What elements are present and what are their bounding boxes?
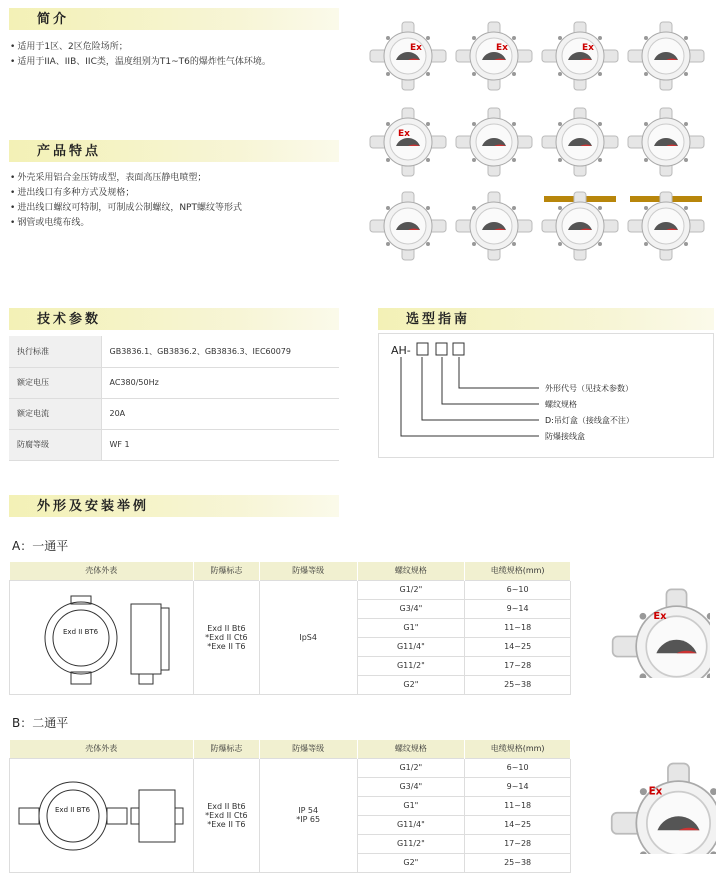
product-photo — [368, 20, 448, 92]
ex-marking-cell — [193, 580, 259, 694]
ex-marking: Exd II Bt6 — [207, 623, 246, 633]
product-photo — [368, 106, 448, 178]
product-photo-b — [576, 744, 706, 858]
protection-grade: IpS4 — [259, 580, 357, 694]
col-header: 壳体外表 — [10, 740, 194, 758]
features-bullet: • 进出线口螺纹可特制，可制成公制螺纹，NPT螺纹等形式 — [10, 201, 242, 216]
ex-marking-cell — [193, 758, 259, 872]
thread-spec: G1/2" — [357, 758, 465, 777]
product-ex-label: Ex — [410, 43, 422, 53]
col-header: 防爆标志 — [193, 740, 259, 758]
product-photo — [626, 190, 706, 262]
protection-grade: *IP 65 — [296, 815, 321, 824]
col-header: 螺纹规格 — [357, 740, 465, 758]
col-header: 电缆规格(mm) — [465, 562, 571, 580]
cable-spec: 9~14 — [465, 599, 571, 618]
intro-banner — [9, 8, 339, 30]
specs-title: 技术参数 — [37, 312, 102, 327]
drawing-label: Exd II BT6 — [63, 628, 99, 636]
intro-title: 简介 — [37, 12, 70, 27]
product-photo-a — [580, 568, 710, 682]
table-row — [9, 367, 339, 398]
features-bullet: • 外壳采用铝合金压铸成型，表面高压静电喷塑； — [10, 171, 242, 186]
spec-value: GB3836.1、GB3836.2、GB3836.3、IEC60079 — [101, 336, 339, 367]
guide-banner — [378, 308, 714, 330]
thread-spec: G1" — [357, 796, 465, 815]
ex-marking: *Exd II Ct6 — [205, 632, 248, 642]
thread-spec: G2" — [357, 853, 465, 872]
features-title: 产品特点 — [37, 144, 102, 159]
ex-marking: Exd II Bt6 — [207, 801, 246, 811]
product-ex-label: Ex — [398, 129, 410, 139]
install-title: 外形及安装举例 — [37, 499, 150, 514]
cable-spec: 9~14 — [465, 777, 571, 796]
table-row — [10, 580, 571, 599]
ex-marking: *Exd II Ct6 — [205, 810, 248, 820]
product-photo — [626, 20, 706, 92]
table-header-row — [10, 740, 571, 758]
col-header: 防爆标志 — [193, 562, 259, 580]
thread-spec: G11/2" — [357, 656, 465, 675]
thread-spec: G11/4" — [357, 637, 465, 656]
intro-bullet: • 适用于1区、2区危险场所； — [10, 40, 271, 55]
selection-guide — [378, 333, 714, 458]
cable-spec: 25~38 — [465, 675, 571, 694]
product-photo — [454, 20, 534, 92]
spec-value: WF 1 — [101, 429, 339, 460]
protection-grade: IP 54 — [298, 806, 319, 815]
table-row — [10, 758, 571, 777]
col-header: 防爆等级 — [259, 740, 357, 758]
specs-table — [9, 336, 339, 461]
spec-key: 防腐等级 — [9, 429, 101, 460]
cable-spec: 6~10 — [465, 758, 571, 777]
spec-value: 20A — [101, 398, 339, 429]
thread-spec: G2" — [357, 675, 465, 694]
thread-spec: G11/2" — [357, 834, 465, 853]
section-a-label: A：一通平 — [12, 539, 69, 553]
cable-spec: 17~28 — [465, 656, 571, 675]
specs-banner — [9, 308, 339, 330]
guide-title: 选型指南 — [406, 312, 471, 327]
features-banner — [9, 140, 339, 162]
protection-grade-cell — [259, 758, 357, 872]
guide-line: D:吊灯盒（接线盒不注） — [545, 416, 634, 425]
guide-code: AH- — [391, 344, 411, 357]
drawing-label: Exd II BT6 — [55, 806, 91, 814]
guide-line: 外形代号（见技术参数） — [545, 384, 633, 393]
features-bullets — [10, 171, 242, 231]
thread-spec: G1/2" — [357, 580, 465, 599]
guide-line: 防爆接线盒 — [545, 432, 585, 441]
product-photo — [540, 190, 620, 262]
features-bullet: • 进出线口有多种方式及规格； — [10, 186, 242, 201]
thread-spec: G3/4" — [357, 777, 465, 796]
product-ex-label: Ex — [653, 611, 667, 622]
thread-spec: G11/4" — [357, 815, 465, 834]
table-row — [9, 336, 339, 367]
product-ex-label: Ex — [582, 43, 594, 53]
guide-line: 螺纹规格 — [545, 400, 577, 409]
ex-marking: *Exe II T6 — [207, 819, 246, 829]
outline-drawing — [10, 580, 194, 694]
col-header: 螺纹规格 — [357, 562, 465, 580]
guide-diagram — [379, 334, 715, 459]
cable-spec: 11~18 — [465, 796, 571, 815]
table-header-row — [10, 562, 571, 580]
ex-marking: *Exe II T6 — [207, 641, 246, 651]
spec-value: AC380/50Hz — [101, 367, 339, 398]
intro-bullets — [10, 40, 271, 70]
product-photo — [368, 190, 448, 262]
thread-spec: G1" — [357, 618, 465, 637]
product-ex-label: Ex — [648, 785, 663, 798]
col-header: 电缆规格(mm) — [465, 740, 571, 758]
install-table-a — [9, 562, 571, 695]
product-photo — [454, 190, 534, 262]
install-banner — [9, 495, 339, 517]
outline-drawing — [10, 758, 194, 872]
intro-bullet: • 适用于IIA、IIB、IIC类，温度组别为T1~T6的爆炸性气体环境。 — [10, 55, 271, 70]
thread-spec: G3/4" — [357, 599, 465, 618]
spec-key: 执行标准 — [9, 336, 101, 367]
install-table-b — [9, 740, 571, 873]
section-b-label: B：二通平 — [12, 716, 69, 730]
cable-spec: 14~25 — [465, 815, 571, 834]
product-photo — [540, 106, 620, 178]
spec-key: 额定电压 — [9, 367, 101, 398]
cable-spec: 14~25 — [465, 637, 571, 656]
product-photo — [454, 106, 534, 178]
features-bullet: • 钢管或电缆布线。 — [10, 216, 242, 231]
cable-spec: 17~28 — [465, 834, 571, 853]
table-row — [9, 429, 339, 460]
product-photo — [540, 20, 620, 92]
cable-spec: 11~18 — [465, 618, 571, 637]
product-ex-label: Ex — [496, 43, 508, 53]
spec-key: 额定电流 — [9, 398, 101, 429]
cable-spec: 25~38 — [465, 853, 571, 872]
table-row — [9, 398, 339, 429]
product-photo — [626, 106, 706, 178]
col-header: 壳体外表 — [10, 562, 194, 580]
cable-spec: 6~10 — [465, 580, 571, 599]
col-header: 防爆等级 — [259, 562, 357, 580]
